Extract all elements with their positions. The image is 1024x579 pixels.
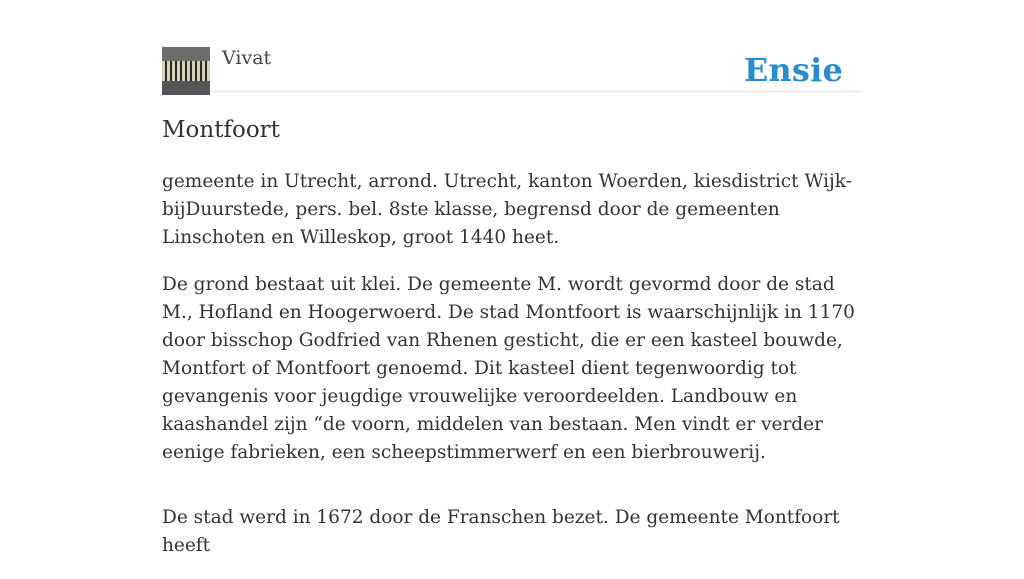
paragraph: gemeente in Utrecht, arrond. Utrecht, kanton Woerden, kiesdistrict Wijk-bijDuurstede, pers. bel. 8ste klasse, begrensd door de gemeenten Linschoten en Willeskop, groot 1440 heet. — [162, 171, 852, 248]
page-container — [162, 0, 862, 556]
article-title: Montfoort — [162, 117, 280, 143]
author-avatar[interactable] — [162, 47, 210, 95]
paragraph: De grond bestaat uit klei. De gemeente M. wordt gevormd door de stad M., Hofland en Hoogerwoerd. De stad Montfoort is waarschijnlijk in 1170 door bisschop Godfried van Rhenen gesticht, die er een kasteel bouwde, Montfort of Montfoort genoemd. Dit kasteel dient tegenwoordig tot gevangenis voor jeugdige vrouwelijke veroordeelden. Landbouw en kaashandel zijn “de voorn, middelen van bestaan. Men vindt er verder eenige fabrieken, een scheepstimmerwerf en een bierbrouwerij. — [162, 274, 855, 463]
author-name[interactable]: Vivat — [222, 47, 272, 69]
avatar-shelf-bottom — [162, 81, 210, 95]
paragraph: De stad werd in 1672 door de Franschen bezet. De gemeente Montfoort heeft — [162, 507, 840, 556]
header — [162, 0, 862, 92]
article-body — [162, 168, 864, 579]
ensie-logo[interactable]: Ensie — [743, 51, 843, 89]
avatar-shelf-top — [162, 47, 210, 61]
avatar-books — [162, 61, 210, 81]
